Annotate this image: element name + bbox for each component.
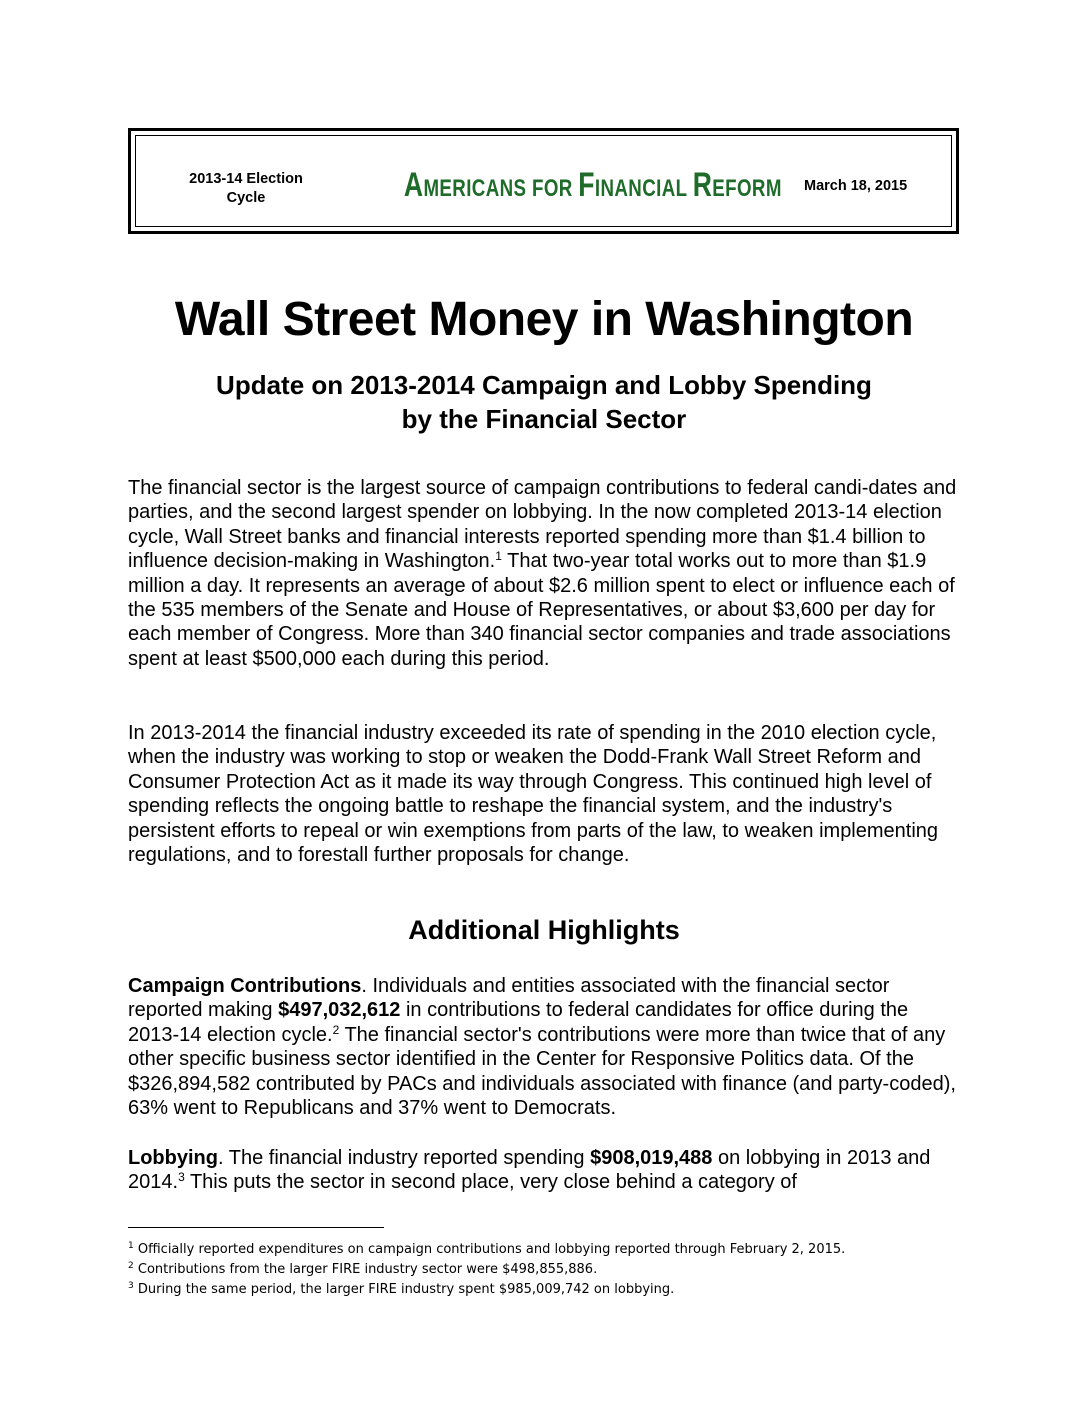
cycle-line-2: Cycle — [226, 190, 266, 206]
campaign-lead: Campaign Contributions — [128, 975, 362, 997]
footnote-divider — [128, 1227, 384, 1228]
footnote-1 — [128, 1240, 958, 1260]
brand-w1-rest: MERICANS — [423, 175, 527, 202]
footnote-2-number: 2 — [128, 1261, 134, 1271]
footnote-3-text: During the same period, the larger FIRE industry spent $985,009,742 on lobbying. — [133, 1282, 675, 1297]
brand-w4-rest: EFORM — [712, 175, 782, 202]
header-inner-border — [135, 135, 952, 227]
footnote-1-number: 1 — [128, 1241, 134, 1251]
lobbying-paragraph — [128, 1146, 958, 1195]
campaign-text-3: The financial sector's contributions were more than twice that of any other specific business sector identified in the Center for Responsive Politics data. Of the $326,894,582 contributed by PACs and individuals associated with finance (and party-coded), 63% went to Republicans and 37% went to Democrats. — [128, 1023, 956, 1120]
campaign-paragraph — [128, 974, 958, 1120]
lobbying-text-3: This puts the sector in second place, very close behind a category of — [184, 1171, 797, 1194]
footnote-3-number: 3 — [128, 1281, 134, 1291]
cycle-line-1: 2013-14 Election — [189, 171, 303, 187]
subtitle-line-2: by the Financial Sector — [401, 404, 687, 434]
section-heading: Additional Highlights — [408, 915, 680, 945]
footnote-ref-1: 1 — [495, 549, 502, 564]
lobbying-text-2: on lobbying in 2013 and 2014. — [128, 1147, 931, 1194]
header-date: March 18, 2015 — [804, 178, 908, 194]
footnote-ref-3: 3 — [178, 1170, 185, 1185]
footnote-2 — [128, 1260, 958, 1280]
intro-text-1: The financial sector is the largest source of campaign contributions to federal candi-dates and parties, and the second largest spender on lobbying. In the now completed 2013-14 election cycle, Wall Street banks and financial interests reported spending more than $1.4 billion to influence decision-making in Washington. — [128, 477, 957, 573]
brand-w3-cap: F — [578, 166, 595, 204]
campaign-text-2: in contributions to federal candidates for office during the 2013-14 election cycle. — [128, 999, 909, 1046]
election-cycle-label — [176, 170, 316, 208]
footnote-1-text: Officially reported expenditures on campaign contributions and lobbying reported through February 2, 2015. — [133, 1242, 846, 1257]
lobbying-amount: $908,019,488 — [590, 1147, 713, 1169]
lobbying-text-1: . The financial industry reported spending — [217, 1147, 591, 1169]
header-box — [128, 128, 959, 234]
campaign-text-1: . Individuals and entities associated with the financial sector reported making — [128, 975, 890, 1022]
intro-paragraph — [128, 476, 958, 671]
brand-w1-cap: A — [403, 166, 424, 204]
page-subtitle — [0, 368, 1088, 436]
brand-w4-cap: R — [692, 166, 713, 204]
brand-w2: FOR — [532, 175, 573, 202]
brand-logo — [403, 166, 782, 205]
context-paragraph: In 2013-2014 the financial industry exceeded its rate of spending in the 2010 election cycle, when the industry was working to stop or weaken the Dodd-Frank Wall Street Reform and Consumer Protection Act as it made its way through Congress. This continued high level of spending reflects the ongoing battle to reshape the financial system, and the industry's persistent efforts to repeal or win exemptions from parts of the law, to weaken implementing regulations, and to forestall further proposals for change. — [128, 722, 939, 867]
intro-text-2: That two-year total works out to more than $1.9 million a day. It represents an average of about $2.6 million spent to elect or influence each of the 535 members of the Senate and House of Representatives, or about $3,600 per day for each member of Congress. More than 340 financial sector companies and trade associations spent at least $500,000 each during this period. — [128, 550, 955, 670]
footnote-ref-2: 2 — [332, 1022, 340, 1037]
brand-w3-rest: INANCIAL — [594, 175, 688, 202]
footnote-2-text: Contributions from the larger FIRE industry sector were $498,855,886. — [133, 1262, 598, 1277]
footnotes — [128, 1240, 958, 1300]
page-title: Wall Street Money in Washington — [174, 293, 914, 346]
campaign-amount: $497,032,612 — [278, 999, 401, 1022]
lobbying-lead: Lobbying — [128, 1147, 218, 1169]
subtitle-line-1: Update on 2013-2014 Campaign and Lobby Spending — [216, 370, 872, 400]
footnote-3 — [128, 1280, 958, 1300]
